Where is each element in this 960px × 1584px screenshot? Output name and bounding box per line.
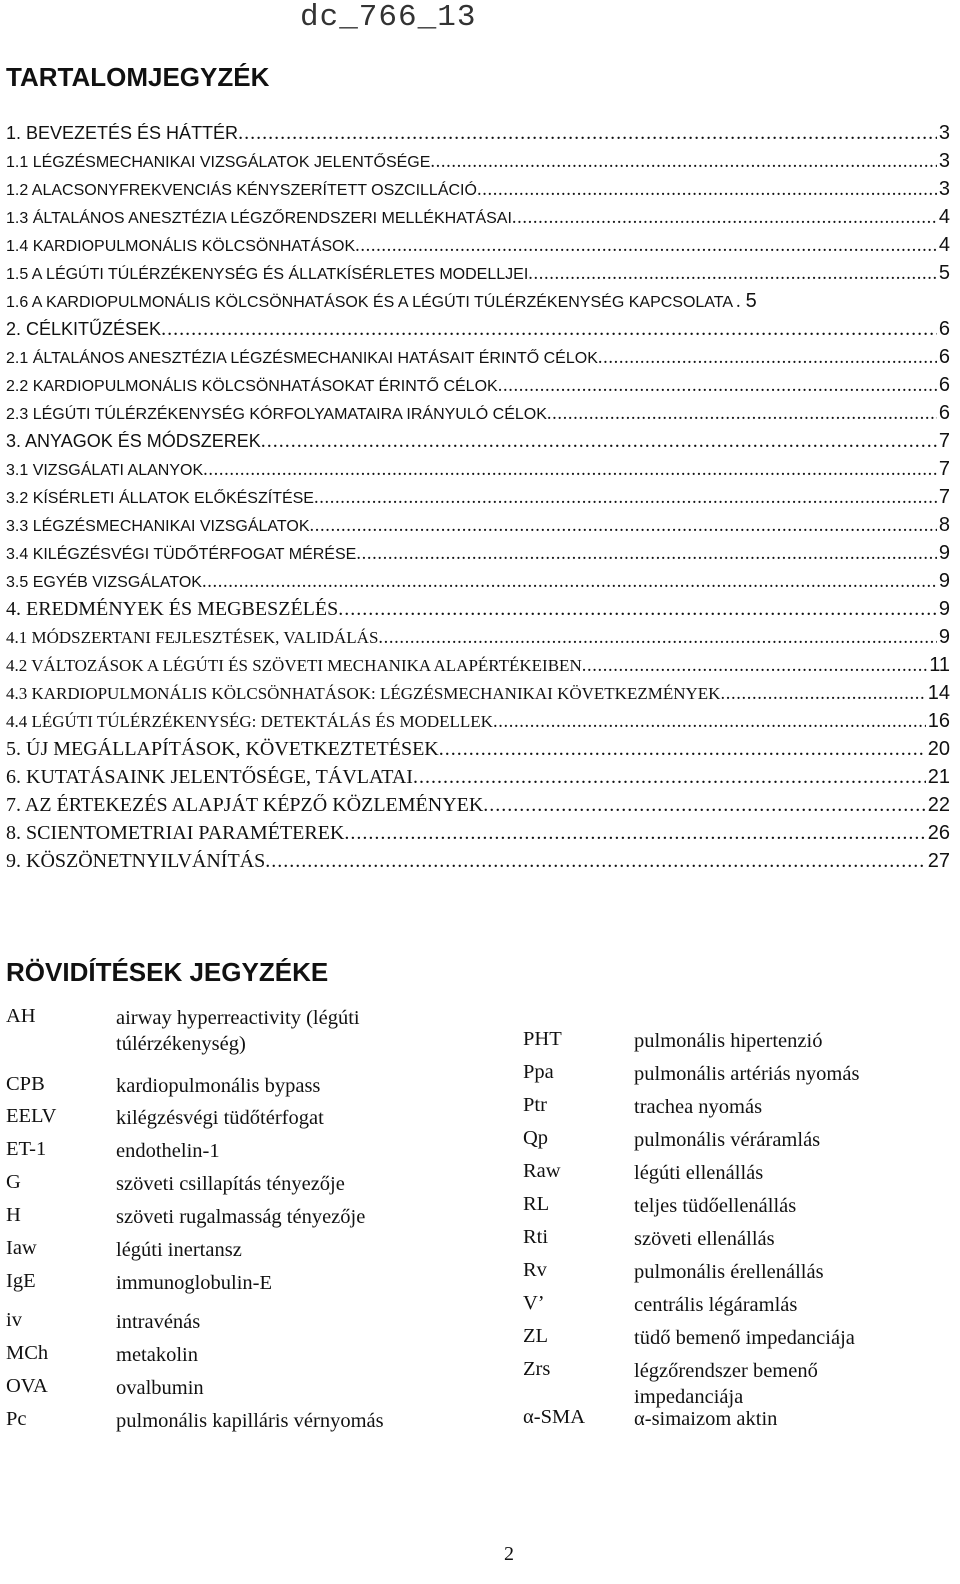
abbreviation-term: Rti bbox=[523, 1226, 549, 1248]
abbreviation-term: G bbox=[6, 1171, 21, 1193]
toc-entry-title: 3. ANYAGOK ÉS MÓDSZEREK bbox=[6, 431, 261, 451]
toc-entry[interactable] bbox=[6, 178, 950, 206]
toc-entry-title: 2.3 LÉGÚTI TÚLÉRZÉKENYSÉG KÓRFOLYAMATAIRA IRÁNYULÓ CÉLOK bbox=[6, 406, 547, 423]
abbreviation-meaning: metakolin bbox=[116, 1344, 198, 1366]
toc-entry-title: 1.4 KARDIOPULMONÁLIS KÖLCSÖNHATÁSOK bbox=[6, 238, 356, 255]
toc-page-number: 7 bbox=[938, 430, 950, 452]
abbreviation-meaning: légzőrendszer bemenő impedanciája bbox=[634, 1360, 818, 1408]
toc-page-number: 4 bbox=[938, 234, 950, 256]
toc-leader-dots bbox=[413, 766, 926, 789]
toc-entry-title: 1. BEVEZETÉS ÉS HÁTTÉR bbox=[6, 123, 239, 143]
toc-entry[interactable] bbox=[6, 766, 950, 794]
abbreviation-meaning: szöveti rugalmasság tényezője bbox=[116, 1206, 366, 1228]
abbreviation-term: Iaw bbox=[6, 1237, 37, 1259]
abbreviation-meaning: kardiopulmonális bypass bbox=[116, 1075, 321, 1097]
toc-entry[interactable] bbox=[6, 654, 950, 682]
abbreviation-meaning: teljes tüdőellenállás bbox=[634, 1195, 797, 1217]
abbreviation-meaning: immunoglobulin-E bbox=[116, 1272, 273, 1294]
toc-page-number: 5 bbox=[745, 290, 757, 312]
abbreviation-term: CPB bbox=[6, 1073, 45, 1095]
abbreviation-term: Pc bbox=[6, 1408, 27, 1430]
toc-entry-title: 3.4 KILÉGZÉSVÉGI TÜDŐTÉRFOGAT MÉRÉSE bbox=[6, 546, 357, 563]
abbreviation-meaning: szöveti csillapítás tényezője bbox=[116, 1173, 345, 1195]
toc-leader-dots bbox=[203, 460, 937, 481]
toc-leader-dots bbox=[598, 348, 937, 369]
toc-leader-dots bbox=[582, 656, 928, 677]
abbreviation-term: iv bbox=[6, 1309, 22, 1331]
toc-entry-title: 6. KUTATÁSAINK JELENTŐSÉGE, TÁVLATAI bbox=[6, 766, 413, 788]
toc-page-number: 9 bbox=[938, 570, 950, 592]
abbreviation-meaning: pulmonális hipertenzió bbox=[634, 1030, 823, 1052]
toc-entry[interactable] bbox=[6, 206, 950, 234]
toc-leader-dots bbox=[720, 684, 925, 705]
abbreviation-term: ZL bbox=[523, 1325, 549, 1347]
abbreviation-term: Qp bbox=[523, 1127, 549, 1149]
toc-leader-dots bbox=[356, 544, 937, 565]
toc-page-number: 6 bbox=[938, 402, 950, 424]
toc-entry[interactable] bbox=[6, 570, 950, 598]
toc-page-number: 6 bbox=[938, 318, 950, 340]
page-number: 2 bbox=[504, 1543, 514, 1565]
abbreviation-meaning: intravénás bbox=[116, 1311, 201, 1333]
toc-leader-dots: . bbox=[736, 292, 741, 312]
toc-page-number: 7 bbox=[938, 458, 950, 480]
toc-leader-dots bbox=[202, 572, 937, 593]
toc-entry-title: 3.3 LÉGZÉSMECHANIKAI VIZSGÁLATOK bbox=[6, 518, 310, 535]
toc-page-number: 9 bbox=[938, 626, 950, 648]
toc-leader-dots bbox=[161, 318, 937, 341]
toc-entry[interactable] bbox=[6, 794, 950, 822]
toc-page-number: 26 bbox=[927, 822, 950, 844]
toc-entry[interactable] bbox=[6, 290, 950, 318]
abbreviation-term: EELV bbox=[6, 1105, 57, 1127]
toc-leader-dots bbox=[238, 122, 937, 145]
toc-entry[interactable] bbox=[6, 822, 950, 850]
abbreviation-meaning: centrális légáramlás bbox=[634, 1294, 798, 1316]
abbreviation-term: AH bbox=[6, 1005, 36, 1027]
toc-entry-title: 4.2 VÁLTOZÁSOK A LÉGÚTI ÉS SZÖVETI MECHANIKA ALAPÉRTÉKEIBEN bbox=[6, 656, 582, 675]
toc-page-number: 6 bbox=[938, 374, 950, 396]
toc-page-number: 9 bbox=[938, 542, 950, 564]
abbreviation-term: Raw bbox=[523, 1160, 561, 1182]
toc-entry-title: 5. ÚJ MEGÁLLAPÍTÁSOK, KÖVETKEZTETÉSEK bbox=[6, 738, 439, 760]
toc-page-number: 21 bbox=[927, 766, 950, 788]
abbreviation-term: Zrs bbox=[523, 1358, 551, 1380]
toc-leader-dots bbox=[338, 598, 937, 621]
toc-leader-dots bbox=[439, 738, 926, 761]
toc-entry[interactable] bbox=[6, 850, 950, 878]
toc-entry[interactable] bbox=[6, 542, 950, 570]
toc-entry[interactable] bbox=[6, 122, 950, 150]
toc-entry[interactable] bbox=[6, 262, 950, 290]
abbreviation-meaning: airway hyperreactivity (légúti túlérzékenység) bbox=[116, 1007, 360, 1055]
abbreviation-meaning: α-simaizom aktin bbox=[634, 1408, 778, 1430]
toc-entry-title: 1.2 ALACSONYFREKVENCIÁS KÉNYSZERÍTETT OSZCILLÁCIÓ bbox=[6, 182, 477, 199]
toc-entry-title: 4.3 KARDIOPULMONÁLIS KÖLCSÖNHATÁSOK: LÉGZÉSMECHANIKAI KÖVETKEZMÉNYEK bbox=[6, 684, 721, 703]
toc-title: TARTALOMJEGYZÉK bbox=[6, 62, 270, 92]
abbreviation-meaning: ovalbumin bbox=[116, 1377, 204, 1399]
toc-entry-title: 2. CÉLKITŰZÉSEK bbox=[6, 319, 162, 339]
abbreviation-term: OVA bbox=[6, 1375, 48, 1397]
toc-leader-dots bbox=[355, 236, 937, 257]
toc-entry-title: 4.1 MÓDSZERTANI FEJLESZTÉSEK, VALIDÁLÁS bbox=[6, 628, 379, 647]
abbreviation-term: H bbox=[6, 1204, 21, 1226]
toc-page-number: 22 bbox=[927, 794, 950, 816]
abbreviation-meaning: trachea nyomás bbox=[634, 1096, 763, 1118]
toc-leader-dots bbox=[477, 180, 937, 201]
toc-entry-title: 1.5 A LÉGÚTI TÚLÉRZÉKENYSÉG ÉS ÁLLATKÍSÉRLETES MODELLJEI bbox=[6, 266, 529, 283]
abbreviation-meaning: kilégzésvégi tüdőtérfogat bbox=[116, 1107, 324, 1129]
toc-entry[interactable] bbox=[6, 486, 950, 514]
toc-entry-title: 1.1 LÉGZÉSMECHANIKAI VIZSGÁLATOK JELENTŐSÉGE bbox=[6, 154, 431, 171]
toc-leader-dots bbox=[547, 404, 937, 425]
abbreviation-term: ET-1 bbox=[6, 1138, 47, 1160]
toc-leader-dots bbox=[483, 794, 925, 817]
abbreviation-meaning: légúti inertansz bbox=[116, 1239, 242, 1261]
abbreviation-term: Ptr bbox=[523, 1094, 547, 1116]
toc-page-number: 8 bbox=[938, 514, 950, 536]
toc-entry[interactable] bbox=[6, 346, 950, 374]
abbreviation-term: MCh bbox=[6, 1342, 49, 1364]
toc-leader-dots bbox=[378, 628, 936, 649]
toc-entry[interactable] bbox=[6, 710, 950, 738]
abbreviation-term: IgE bbox=[6, 1270, 36, 1292]
toc-leader-dots bbox=[430, 152, 936, 173]
toc-leader-dots bbox=[265, 850, 926, 873]
toc-entry-title: 4.4 LÉGÚTI TÚLÉRZÉKENYSÉG: DETEKTÁLÁS ÉS MODELLEK bbox=[6, 712, 493, 731]
abbreviation-meaning: pulmonális artériás nyomás bbox=[634, 1063, 860, 1085]
toc-entry-title: 3.2 KÍSÉRLETI ÁLLATOK ELŐKÉSZÍTÉSE bbox=[6, 490, 314, 507]
toc-page-number: 4 bbox=[938, 206, 950, 228]
toc-entry[interactable] bbox=[6, 318, 950, 346]
toc-entry[interactable] bbox=[6, 738, 950, 766]
abbreviations-title: RÖVIDÍTÉSEK JEGYZÉKE bbox=[6, 957, 329, 987]
toc-entry-title: 8. SCIENTOMETRIAI PARAMÉTEREK bbox=[6, 822, 345, 844]
abbreviation-meaning: pulmonális véráramlás bbox=[634, 1129, 821, 1151]
toc-leader-dots bbox=[493, 712, 926, 733]
toc-entry-title: 7. AZ ÉRTEKEZÉS ALAPJÁT KÉPZŐ KÖZLEMÉNYEK bbox=[6, 794, 484, 816]
toc-entry[interactable] bbox=[6, 682, 950, 710]
abbreviation-meaning: pulmonális kapilláris vérnyomás bbox=[116, 1410, 384, 1432]
toc-entry-title: 2.1 ÁLTALÁNOS ANESZTÉZIA LÉGZÉSMECHANIKAI HATÁSAIT ÉRINTŐ CÉLOK bbox=[6, 350, 598, 367]
toc-entry[interactable] bbox=[6, 430, 950, 458]
toc-leader-dots bbox=[512, 208, 937, 229]
abbreviation-meaning: pulmonális érellenállás bbox=[634, 1261, 824, 1283]
toc-entry-title: 1.6 A KARDIOPULMONÁLIS KÖLCSÖNHATÁSOK ÉS A LÉGÚTI TÚLÉRZÉKENYSÉG KAPCSOLATA bbox=[6, 294, 734, 311]
toc-page-number: 3 bbox=[938, 150, 950, 172]
abbreviation-term: Ppa bbox=[523, 1061, 554, 1083]
toc-page-number: 3 bbox=[938, 122, 950, 144]
abbreviation-term: PHT bbox=[523, 1028, 562, 1050]
abbreviation-term: V’ bbox=[523, 1292, 545, 1314]
toc-entry[interactable] bbox=[6, 514, 950, 542]
abbreviation-term: RL bbox=[523, 1193, 550, 1215]
toc-entry-title: 3.1 VIZSGÁLATI ALANYOK bbox=[6, 462, 204, 479]
toc-entry-title: 9. KÖSZÖNETNYILVÁNÍTÁS bbox=[6, 850, 266, 872]
toc-entry-title: 3.5 EGYÉB VIZSGÁLATOK bbox=[6, 574, 202, 591]
toc-page-number: 16 bbox=[927, 710, 950, 732]
toc-entry-title: 4. EREDMÉNYEK ÉS MEGBESZÉLÉS bbox=[6, 598, 339, 620]
toc-leader-dots bbox=[498, 376, 937, 397]
toc-entry[interactable] bbox=[6, 458, 950, 486]
toc-entry[interactable] bbox=[6, 626, 950, 654]
toc-entry[interactable] bbox=[6, 402, 950, 430]
toc-entry-title: 2.2 KARDIOPULMONÁLIS KÖLCSÖNHATÁSOKAT ÉRINTŐ CÉLOK bbox=[6, 378, 498, 395]
toc-page-number: 7 bbox=[938, 486, 950, 508]
toc-page-number: 6 bbox=[938, 346, 950, 368]
toc-leader-dots bbox=[261, 430, 937, 453]
toc-page-number: 20 bbox=[927, 738, 950, 760]
toc-page-number: 11 bbox=[929, 654, 950, 676]
toc-page-number: 3 bbox=[938, 178, 950, 200]
toc-page-number: 5 bbox=[938, 262, 950, 284]
toc-entry-title: 1.3 ÁLTALÁNOS ANESZTÉZIA LÉGZŐRENDSZERI MELLÉKHATÁSAI bbox=[6, 210, 512, 227]
abbreviation-meaning: tüdő bemenő impedanciája bbox=[634, 1327, 855, 1349]
abbreviation-meaning: endothelin-1 bbox=[116, 1140, 220, 1162]
toc-entry[interactable] bbox=[6, 150, 950, 178]
toc-leader-dots bbox=[344, 822, 925, 845]
toc-page-number: 9 bbox=[938, 598, 950, 620]
toc-entry[interactable] bbox=[6, 374, 950, 402]
abbreviation-term: Rv bbox=[523, 1259, 547, 1281]
toc-leader-dots bbox=[314, 488, 937, 509]
document-id: dc_766_13 bbox=[300, 0, 477, 35]
toc-page-number: 27 bbox=[927, 850, 950, 872]
toc-leader-dots bbox=[310, 516, 937, 537]
toc-leader-dots bbox=[528, 264, 937, 285]
toc-page-number: 14 bbox=[927, 682, 950, 704]
abbreviation-term: α-SMA bbox=[523, 1406, 586, 1428]
table-of-contents bbox=[6, 122, 950, 878]
abbreviation-meaning: szöveti ellenállás bbox=[634, 1228, 775, 1250]
abbreviation-meaning: légúti ellenállás bbox=[634, 1162, 764, 1184]
toc-entry[interactable] bbox=[6, 598, 950, 626]
toc-entry[interactable] bbox=[6, 234, 950, 262]
